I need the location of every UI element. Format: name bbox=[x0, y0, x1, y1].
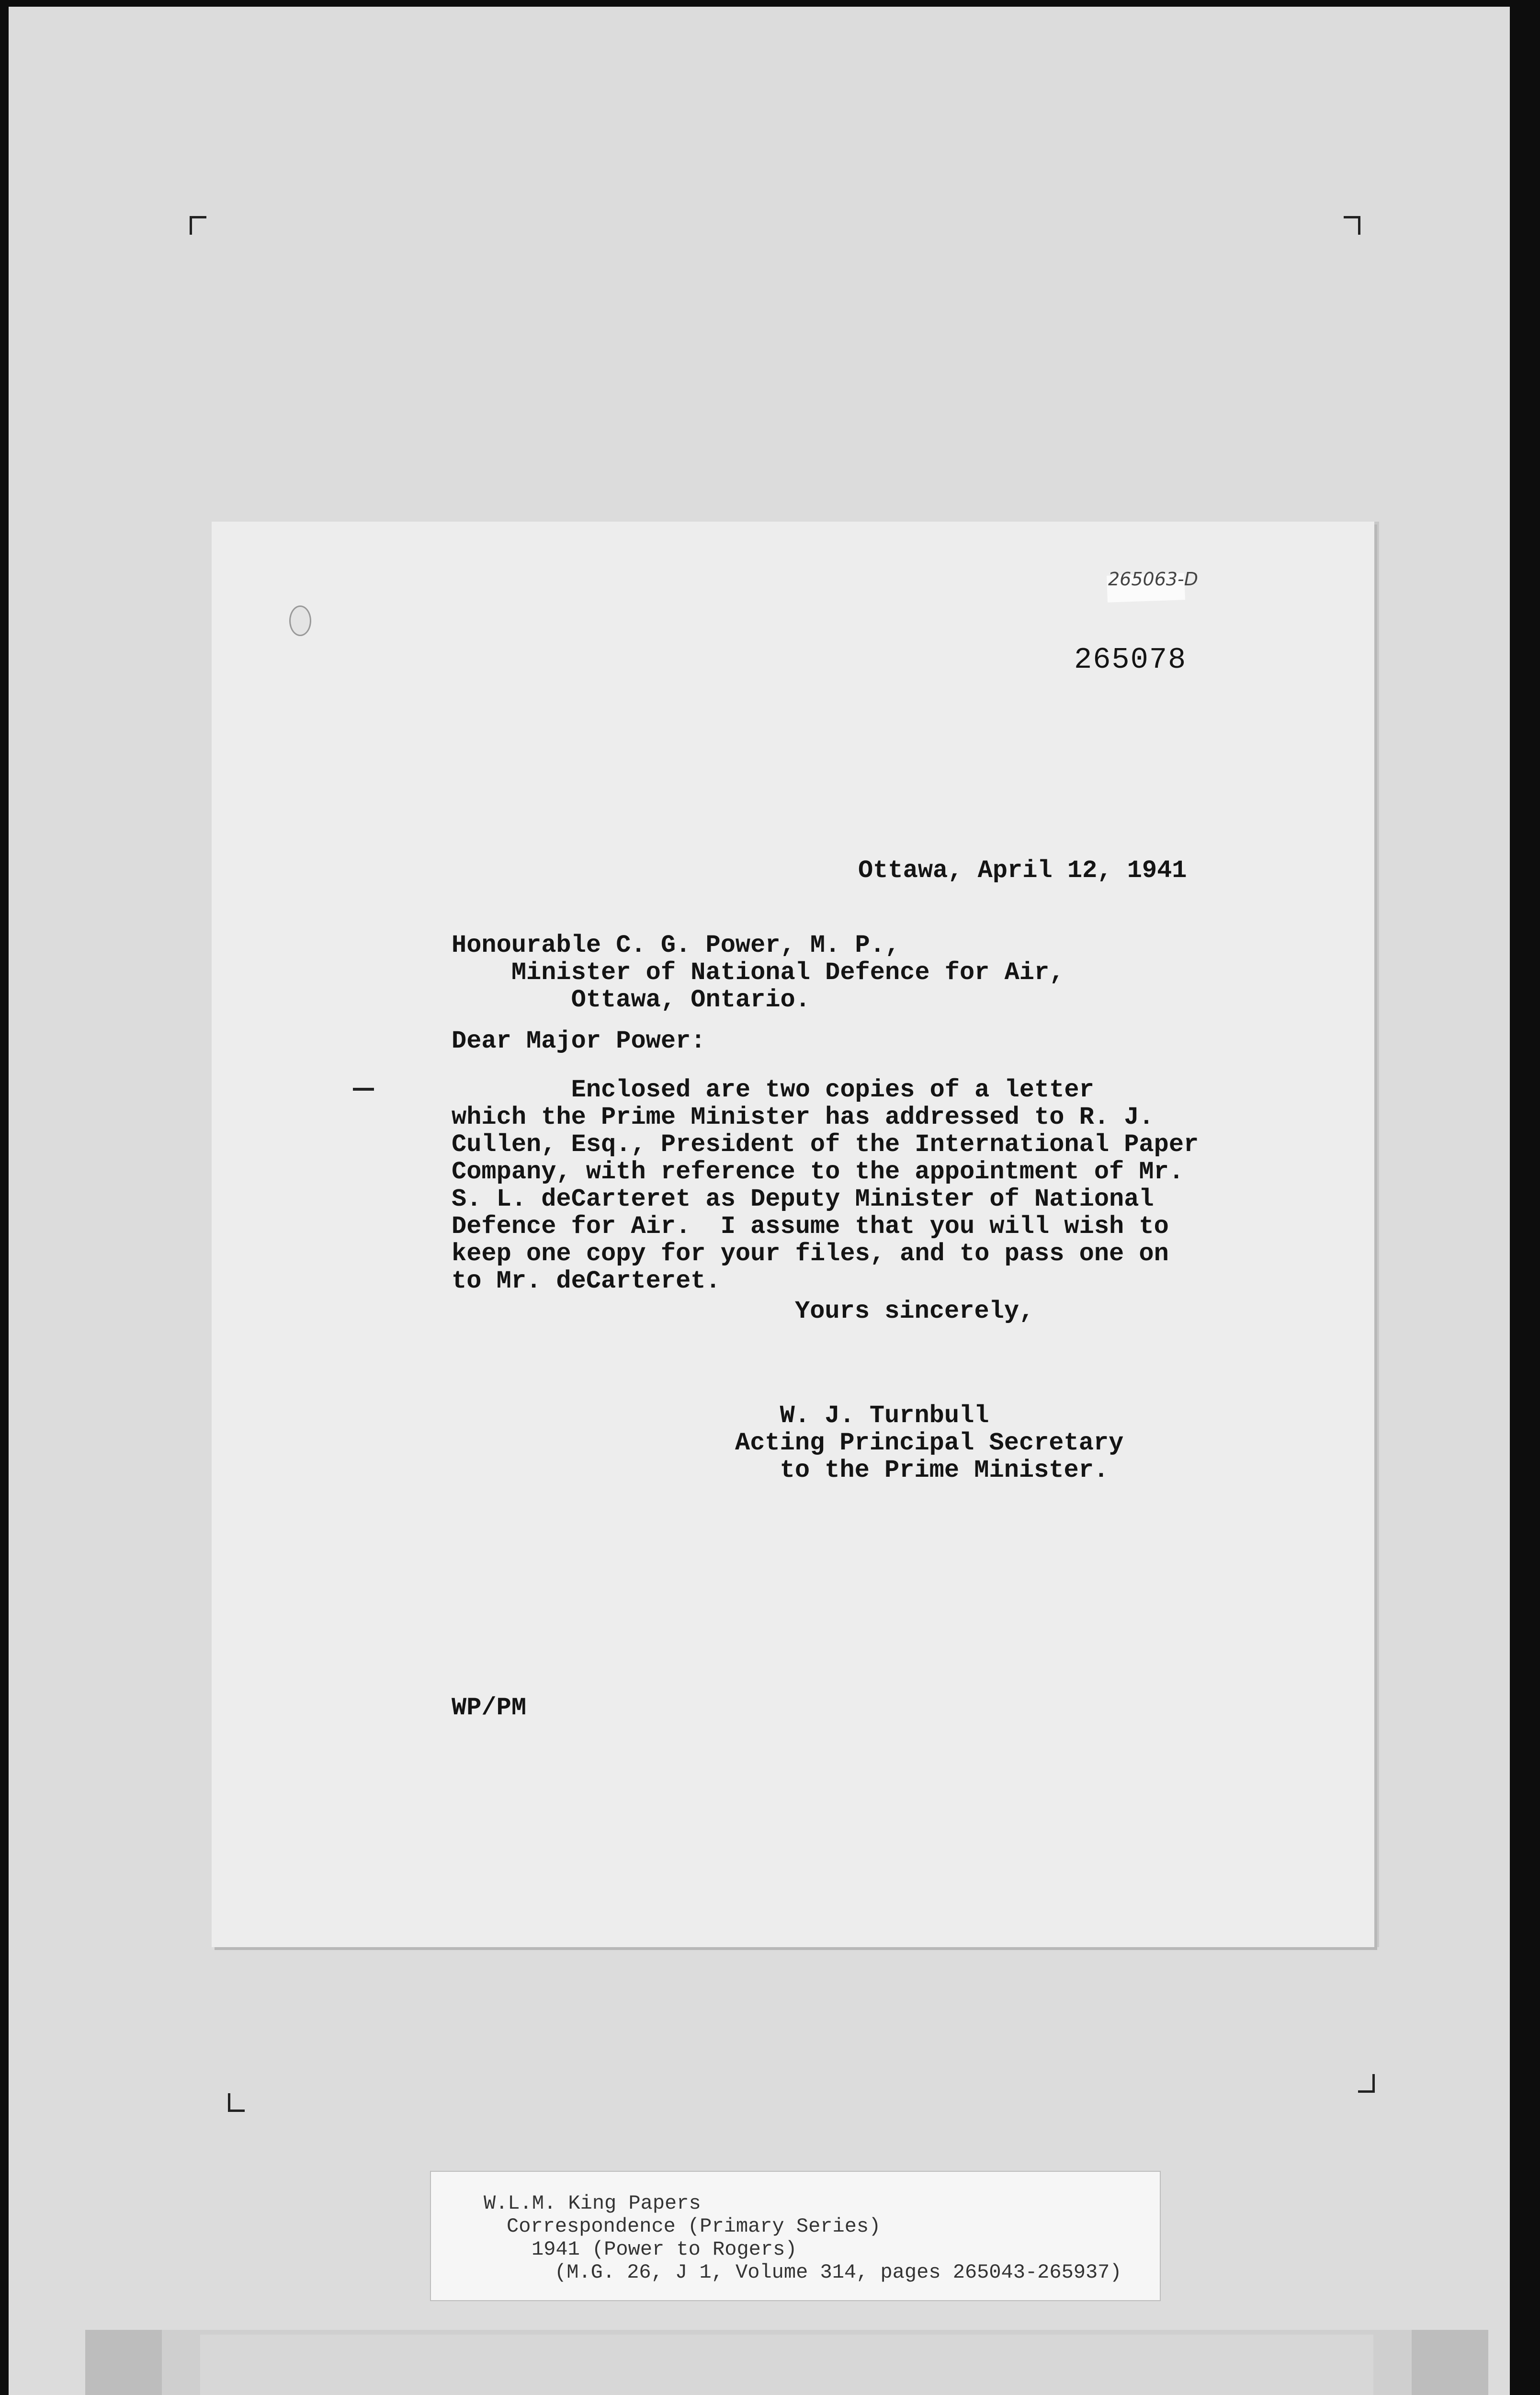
addressee-line: Honourable C. G. Power, M. P., bbox=[452, 931, 900, 959]
label-series: Correspondence (Primary Series) bbox=[507, 2215, 881, 2238]
crop-mark-bottom-left bbox=[228, 2093, 245, 2112]
body-line: to Mr. deCarteret. bbox=[452, 1267, 721, 1295]
signature-line: to the Prime Minister. bbox=[735, 1456, 1109, 1484]
body-line: keep one copy for your files, and to pass one on bbox=[452, 1240, 1169, 1268]
signature-line: Acting Principal Secretary bbox=[735, 1429, 1124, 1457]
body-line: Enclosed are two copies of a letter bbox=[452, 1076, 1094, 1104]
banner-tape-right bbox=[1412, 2330, 1488, 2395]
label-collection: W.L.M. King Papers bbox=[484, 2192, 701, 2215]
body-line: S. L. deCarteret as Deputy Minister of National bbox=[452, 1185, 1154, 1213]
addressee-line: Minister of National Defence for Air, bbox=[452, 958, 1064, 987]
punch-hole-mark bbox=[289, 605, 311, 636]
crop-mark-top-right bbox=[1344, 216, 1360, 235]
body-line: Cullen, Esq., President of the International Paper bbox=[452, 1130, 1199, 1159]
margin-dash-mark bbox=[353, 1088, 374, 1091]
body-line: which the Prime Minister has addressed to R. J. bbox=[452, 1103, 1154, 1131]
body-line: Company, with reference to the appointment of Mr. bbox=[452, 1158, 1184, 1186]
crop-mark-top-left bbox=[190, 216, 206, 235]
handwritten-reference: 265063-D bbox=[1108, 569, 1199, 590]
signature-line: W. J. Turnbull bbox=[735, 1402, 989, 1430]
label-year-range: 1941 (Power to Rogers) bbox=[532, 2238, 797, 2261]
crop-mark-bottom-right bbox=[1358, 2074, 1375, 2093]
banner-panel bbox=[200, 2335, 1373, 2395]
archives-banner bbox=[85, 2330, 1488, 2395]
body-line: Defence for Air. I assume that you will wish to bbox=[452, 1212, 1169, 1241]
salutation: Dear Major Power: bbox=[452, 1027, 706, 1055]
banner-tape-left bbox=[85, 2330, 162, 2395]
letter-sheet bbox=[212, 522, 1374, 1947]
archive-label-slip bbox=[430, 2171, 1161, 2301]
closing: Yours sincerely, bbox=[795, 1297, 1034, 1325]
document-number: 265078 bbox=[1074, 643, 1187, 677]
addressee-line: Ottawa, Ontario. bbox=[452, 986, 810, 1014]
label-volume-pages: (M.G. 26, J 1, Volume 314, pages 265043-265937) bbox=[555, 2261, 1122, 2284]
microfilm-frame bbox=[9, 7, 1510, 2395]
letter-date: Ottawa, April 12, 1941 bbox=[858, 856, 1187, 885]
typist-initials: WP/PM bbox=[452, 1694, 527, 1722]
